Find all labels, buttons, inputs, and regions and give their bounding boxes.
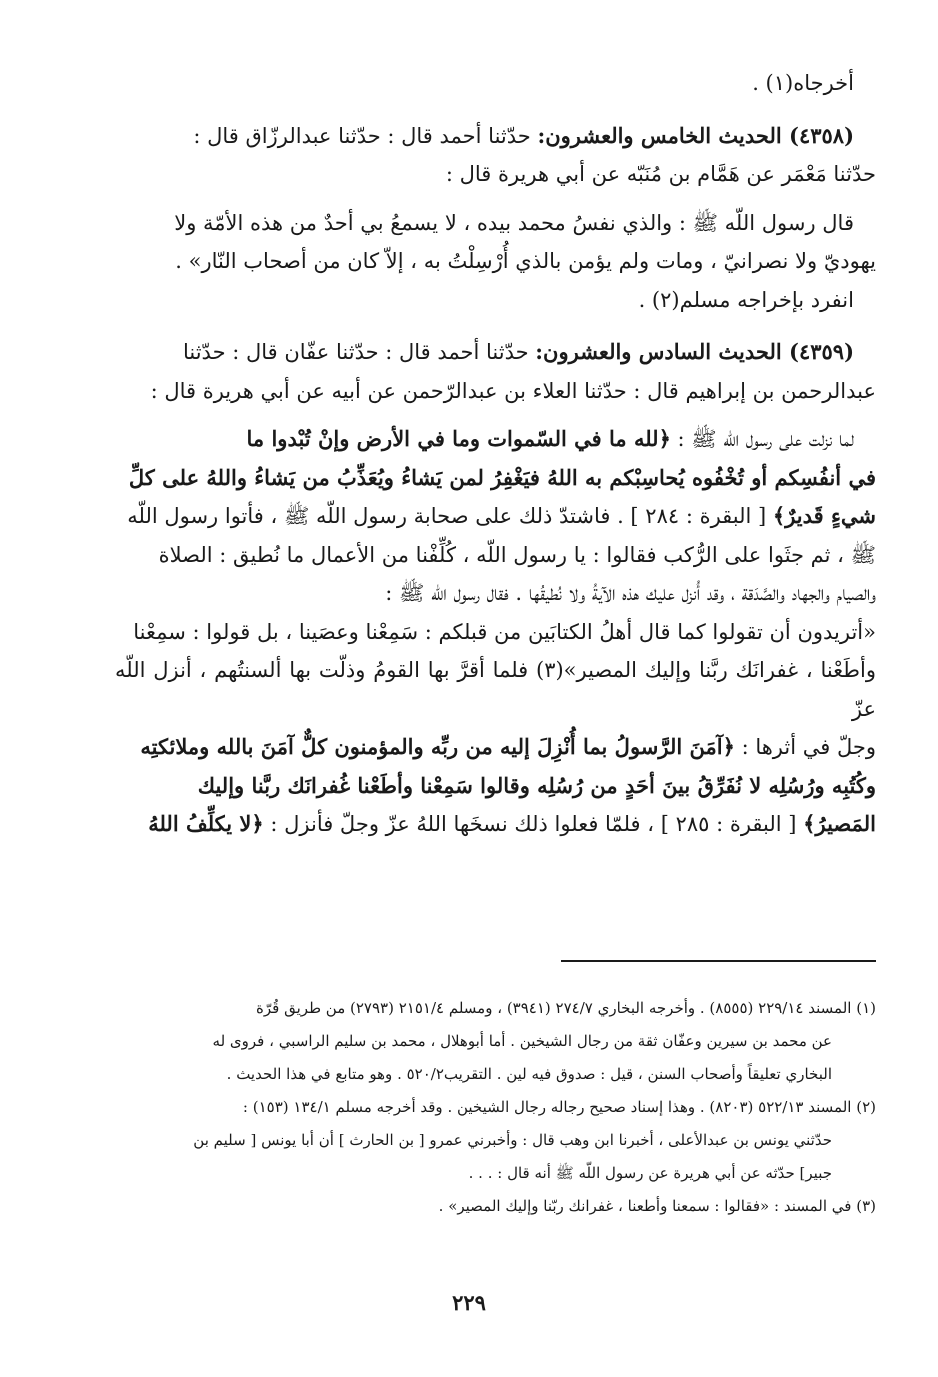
text-span: [ البقرة : ٢٨٤ ] . فاشتدّ ذلك على صحابة رسول اللّه ﷺ ، فأتوا رسول اللّه [127, 504, 773, 528]
quran-verse: المَصيرُ﴾ [803, 811, 876, 836]
text-line: والصيام والجهاد والصَّدَقة ، وقد أُنزل عليك هذه الآيةُ ولا نُطيقُها . فقال رسول اللّه ﷺ : [385, 581, 876, 605]
hadith-heading [115, 333, 876, 372]
text-line: عبدالرحمن بن إبراهيم قال : حدّثنا العلاء بن عبدالرّحمن عن أبيه عن أبي هريرة قال : [150, 378, 876, 403]
hadith-title: (٤٣٥٨) الحديث الخامس والعشرون: [537, 122, 854, 148]
isnad-text: حدّثنا أحمد قال : حدّثنا عبدالرزّاق قال : [193, 123, 538, 148]
quran-verse: ﴿لله ما في السّموات وما في الأرض وإنْ تُبْدوا ما [246, 426, 671, 451]
hadith-heading [115, 117, 876, 156]
text-line [115, 805, 876, 844]
text-line: يهوديّ ولا نصرانيّ ، ومات ولم يؤمن بالذي أُرْسِلْتُ به ، إلاّ كان من أصحاب النّار» . [175, 249, 876, 273]
text-line: ﷺ ، ثم جثَوا على الرُّكب فقالوا : يا رسول اللّه ، كُلِّفْنا من الأعمال ما نُطيق : الصلاة [158, 542, 876, 567]
hadith-title: (٤٣٥٩) الحديث السادس والعشرون: [535, 339, 854, 364]
footnote-line: البخاري تعليقاً وأصحاب السنن ، قيل : صدوق فيه لين . التقريب٥٢٠/٢ . وهو متابع في هذا الحديث . [226, 1065, 832, 1083]
footnote-line: (٣) في المسند : «فقالوا : سمعنا وأطعنا ، غفرانك ربّنا وإليك المصير» . [438, 1197, 876, 1215]
main-text [115, 64, 876, 844]
footnote-line: (١) المسند ٢٢٩/١٤ (٨٥٥٥) . وأخرجه البخاري ٢٧٤/٧ (٣٩٤١) ، ومسلم ٢١٥١/٤ (٢٧٩٣) من طريق قُرّة [256, 999, 876, 1017]
footnote-line: عن محمد بن سيرين وعفّان ثقة من رجال الشيخين . أما أبوهلال ، محمد بن سليم الراسبي ، فروى له [212, 1032, 832, 1050]
footnote-line: حدّثني يونس بن عبدالأعلى ، أخبرنا ابن وهب قال : وأخبرني عمرو [ بن الحارث ] أن أبا يونس [ سليم بن [193, 1131, 832, 1149]
quran-verse: ﴿لا يكلِّفُ اللهُ [148, 811, 264, 836]
text-line: قال رسول اللّه ﷺ : والذي نفسُ محمد بيده ، لا يسمعُ بي أحدٌ من هذه الأمّة ولا [174, 210, 854, 235]
text-span: لما نزلت على رسول اللّه ﷺ : [670, 427, 854, 451]
text-span: وجلّ في أثرها : [734, 735, 876, 759]
quran-verse: في أنفُسِكم أو تُخْفُوه يُحاسِبْكم به اللهُ فيَغْفِرُ لمن يَشاءُ ويُعَذِّبُ من يَشاءُ واللهُ على كلِّ [128, 464, 876, 490]
text-line: وأطَعْنا ، غفرانَك ربَّنا وإليك المصير»(٣) فلما أقرَّ بها القومُ وذلّت بها ألسنتُهم ، أنزل اللّه عزّ [115, 658, 876, 721]
page-number: ٢٢٩ [452, 1290, 486, 1315]
quran-verse: شيءٍ قَديرٌ﴾ [772, 503, 876, 528]
isnad-text: حدّثنا أحمد قال : حدّثنا عفّان قال : حدّثنا [182, 340, 536, 364]
quran-verse: ﴿آمَنَ الرَّسولُ بما أُنْزِلَ إليه من ربِّه والمؤمنون كلٌّ آمَنَ بالله وملائكتِه [140, 734, 735, 759]
text-line: أخرجاه(١) . [752, 71, 854, 95]
footnote-line: جبير] حدّثه عن أبي هريرة عن رسول اللّه ﷺ أنه قال : . . . [468, 1164, 832, 1182]
text-line [115, 728, 876, 767]
footnote-separator [561, 960, 876, 962]
text-line: انفرد بإخراجه مسلم(٢) . [638, 287, 854, 312]
text-line: «أتريدون أن تقولوا كما قال أهلُ الكتابَين من قبلكم : سَمِعْنا وعصَينا ، بل قولوا : سمِعْنا [133, 619, 876, 644]
text-line [115, 497, 876, 536]
quran-verse: وكُتُبِه ورُسُلِه لا نُفَرِّقُ بينَ أحَدٍ من رُسُلِه وقالوا سَمِعْنا وأطَعْنا غُفرانَك ربَّنا وإليك [197, 772, 876, 798]
footnote-line: (٢) المسند ٥٢٢/١٣ (٨٢٠٣) . وهذا إسناد صحيح رجاله رجال الشيخين . وقد أخرجه مسلم ١٣٤/١ (١٥٣) : [242, 1098, 876, 1116]
text-line: حدّثنا مَعْمَر عن هَمَّام بن مُنَبّه عن أبي هريرة قال : [445, 162, 876, 186]
text-line [115, 420, 876, 459]
text-span: [ البقرة : ٢٨٥ ] ، فلمّا فعلوا ذلك نسخَها اللهُ عزّ وجلّ فأنزل : [263, 812, 804, 836]
footnotes [115, 992, 876, 1223]
